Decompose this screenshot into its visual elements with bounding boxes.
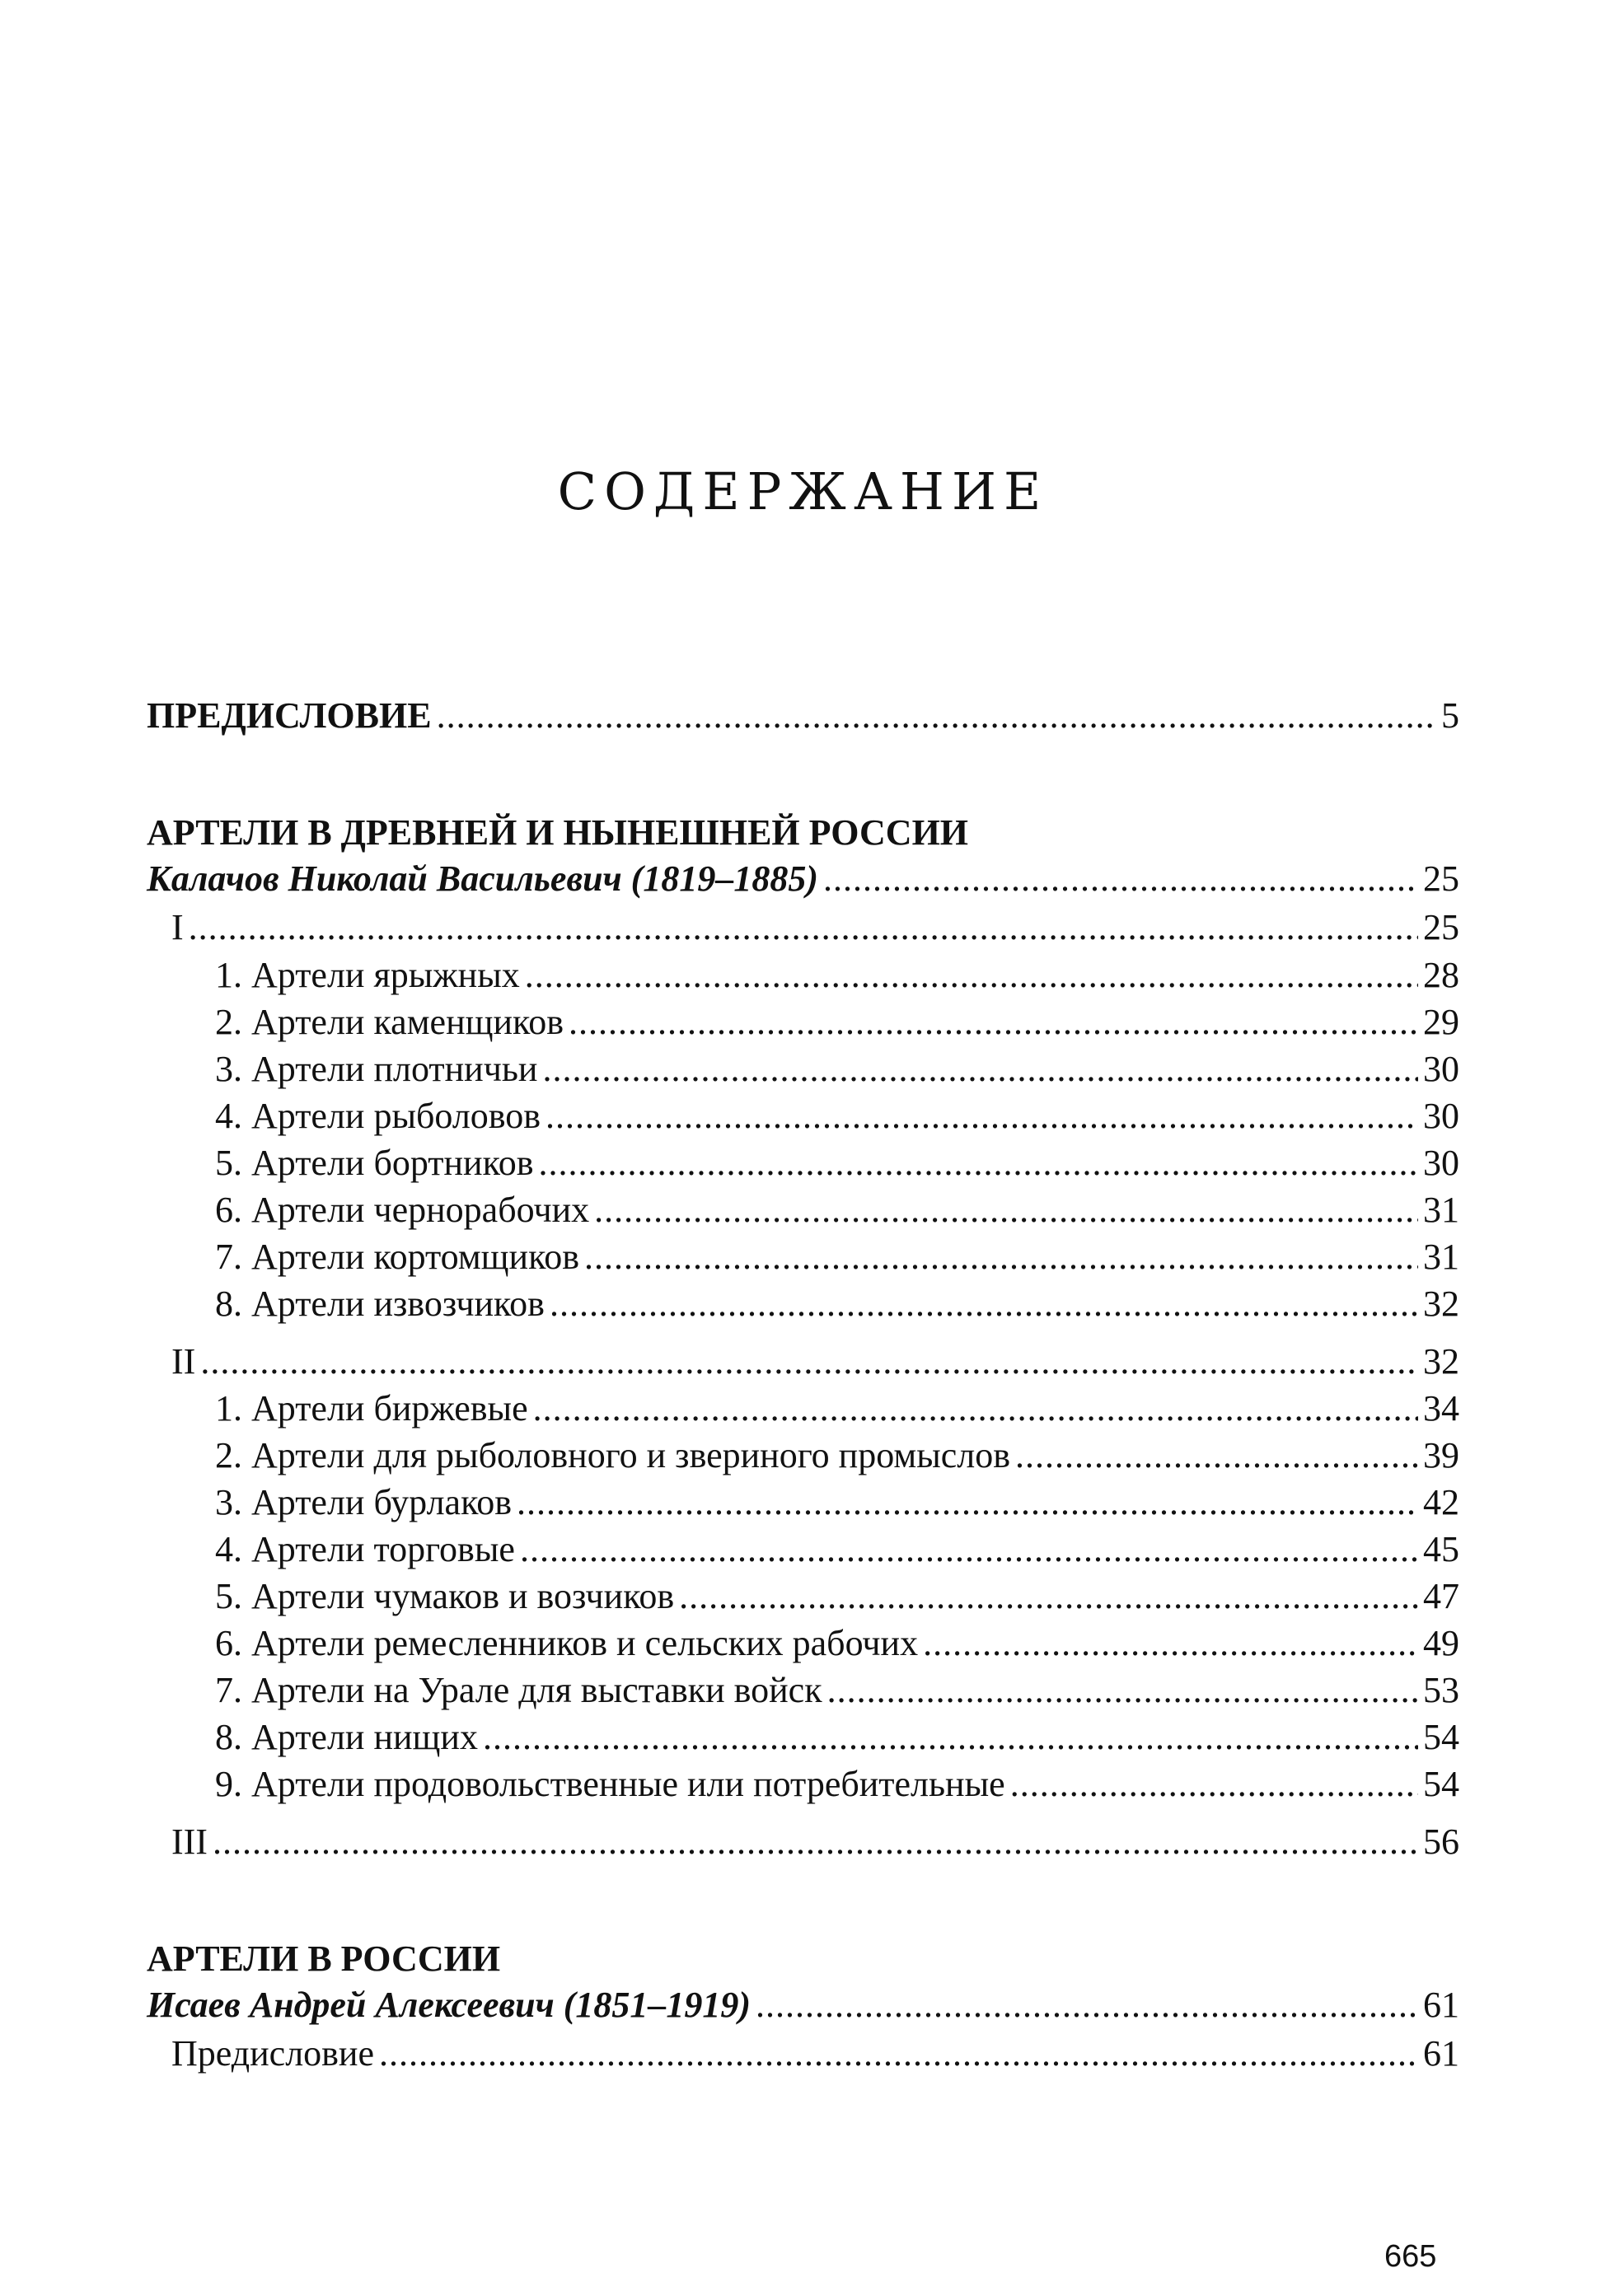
toc-entry[interactable] xyxy=(215,1283,1459,1332)
toc-page-number: 31 xyxy=(1423,1237,1459,1277)
toc-entry[interactable] xyxy=(215,1387,1459,1437)
toc-entry[interactable] xyxy=(215,954,1459,1003)
toc-label: 1. Артели ярыжных xyxy=(215,955,520,995)
toc-label: 8. Артели нищих xyxy=(215,1717,478,1757)
toc-entry[interactable] xyxy=(215,1236,1459,1285)
dot-leader xyxy=(923,1622,1418,1664)
toc-label: 5. Артели бортников xyxy=(215,1143,534,1183)
dot-leader xyxy=(542,1048,1418,1090)
toc-page-number: 30 xyxy=(1423,1096,1459,1136)
dot-leader xyxy=(823,858,1418,900)
toc-page-number: 53 xyxy=(1423,1670,1459,1710)
dot-leader xyxy=(584,1236,1418,1278)
toc-page-number: 54 xyxy=(1423,1717,1459,1757)
toc-page-number: 25 xyxy=(1423,858,1459,899)
dot-leader xyxy=(539,1142,1418,1184)
toc-entry[interactable] xyxy=(215,1095,1459,1144)
toc-entry[interactable] xyxy=(215,1481,1459,1531)
dot-leader xyxy=(525,954,1418,996)
dot-leader xyxy=(594,1189,1418,1231)
toc-page-number: 39 xyxy=(1423,1435,1459,1475)
toc-page-number: 32 xyxy=(1423,1284,1459,1324)
toc-page-number: 30 xyxy=(1423,1143,1459,1183)
toc-label: Предисловие xyxy=(171,2033,374,2074)
toc-label: 5. Артели чумаков и возчиков xyxy=(215,1576,675,1616)
toc-label: 4. Артели торговые xyxy=(215,1529,515,1569)
toc-label: Исаев Андрей Алексеевич (1851–1919) xyxy=(147,1985,751,2025)
dot-leader xyxy=(550,1283,1418,1325)
toc-label: III xyxy=(171,1821,208,1862)
toc-label: 8. Артели извозчиков xyxy=(215,1284,545,1324)
dot-leader xyxy=(379,2032,1418,2074)
toc-entry-author[interactable] xyxy=(147,1984,1459,2033)
section-heading: АРТЕЛИ В РОССИИ xyxy=(147,1938,501,1979)
dot-leader xyxy=(756,1984,1418,2026)
dot-leader xyxy=(517,1481,1418,1523)
toc-page-number: 5 xyxy=(1441,695,1459,736)
dot-leader xyxy=(520,1528,1418,1570)
dot-leader xyxy=(1015,1434,1418,1476)
toc-label: 6. Артели чернорабочих xyxy=(215,1190,590,1230)
toc-label: 2. Артели каменщиков xyxy=(215,1002,564,1042)
dot-leader xyxy=(213,1821,1418,1863)
toc-page-number: 61 xyxy=(1423,2033,1459,2074)
toc-label: ПРЕДИСЛОВИЕ xyxy=(147,695,432,736)
toc-page-number: 45 xyxy=(1423,1529,1459,1569)
section-heading: АРТЕЛИ В ДРЕВНЕЙ И НЫНЕШНЕЙ РОССИИ xyxy=(147,812,969,853)
page-title: СОДЕРЖАНИЕ xyxy=(557,461,1049,521)
dot-leader xyxy=(200,1340,1418,1382)
toc-entry[interactable] xyxy=(215,1189,1459,1238)
toc-label: 4. Артели рыболовов xyxy=(215,1096,541,1136)
toc-label: 3. Артели плотничьи xyxy=(215,1049,538,1089)
toc-page-number: 29 xyxy=(1423,1002,1459,1042)
page-number: 665 xyxy=(1384,2239,1437,2274)
toc-label: 3. Артели бурлаков xyxy=(215,1482,512,1522)
toc-label: 9. Артели продовольственные или потребительные xyxy=(215,1764,1005,1804)
dot-leader xyxy=(483,1716,1418,1758)
toc-entry[interactable] xyxy=(215,1048,1459,1097)
toc-label: II xyxy=(171,1341,196,1382)
toc-page-number: 31 xyxy=(1423,1190,1459,1230)
toc-entry[interactable] xyxy=(215,1763,1459,1812)
toc-entry-part[interactable] xyxy=(171,1821,1459,1870)
toc-page-number: 54 xyxy=(1423,1764,1459,1804)
toc-page-number: 30 xyxy=(1423,1049,1459,1089)
toc-entry-part[interactable] xyxy=(171,906,1459,956)
toc-page-number: 56 xyxy=(1423,1821,1459,1862)
toc-label: 6. Артели ремесленников и сельских рабочих xyxy=(215,1623,919,1663)
toc-entry[interactable] xyxy=(215,1716,1459,1765)
toc-label: 7. Артели кортомщиков xyxy=(215,1237,580,1277)
toc-entry[interactable] xyxy=(215,1142,1459,1191)
toc-page-number: 28 xyxy=(1423,955,1459,995)
toc-page-number: 34 xyxy=(1423,1388,1459,1429)
toc-page-number: 47 xyxy=(1423,1576,1459,1616)
toc-label: 2. Артели для рыболовного и звериного промыслов xyxy=(215,1435,1011,1475)
toc-entry[interactable] xyxy=(215,1622,1459,1672)
toc-entry[interactable] xyxy=(215,1528,1459,1578)
toc-entry[interactable] xyxy=(215,1669,1459,1718)
dot-leader xyxy=(545,1095,1418,1137)
toc-page-number: 61 xyxy=(1423,1985,1459,2025)
toc-label: I xyxy=(171,907,184,947)
toc-page-number: 32 xyxy=(1423,1341,1459,1382)
toc-entry[interactable] xyxy=(215,1575,1459,1625)
toc-entry[interactable] xyxy=(171,2032,1459,2082)
dot-leader xyxy=(569,1001,1418,1043)
dot-leader xyxy=(679,1575,1418,1617)
toc-entry[interactable] xyxy=(215,1001,1459,1050)
toc-entry-author[interactable] xyxy=(147,858,1459,907)
toc-entry-preface[interactable] xyxy=(147,694,1459,744)
dot-leader xyxy=(1010,1763,1418,1805)
dot-leader xyxy=(827,1669,1418,1711)
toc-label: Калачов Николай Васильевич (1819–1885) xyxy=(147,858,818,899)
dot-leader xyxy=(533,1387,1418,1429)
toc-label: 1. Артели биржевые xyxy=(215,1388,528,1429)
toc-label: 7. Артели на Урале для выставки войск xyxy=(215,1670,822,1710)
toc-page-number: 25 xyxy=(1423,907,1459,947)
toc-page-number: 42 xyxy=(1423,1482,1459,1522)
dot-leader xyxy=(189,906,1418,948)
toc-entry-part[interactable] xyxy=(171,1340,1459,1390)
toc-entry[interactable] xyxy=(215,1434,1459,1484)
toc-page-number: 49 xyxy=(1423,1623,1459,1663)
dot-leader xyxy=(437,694,1436,736)
